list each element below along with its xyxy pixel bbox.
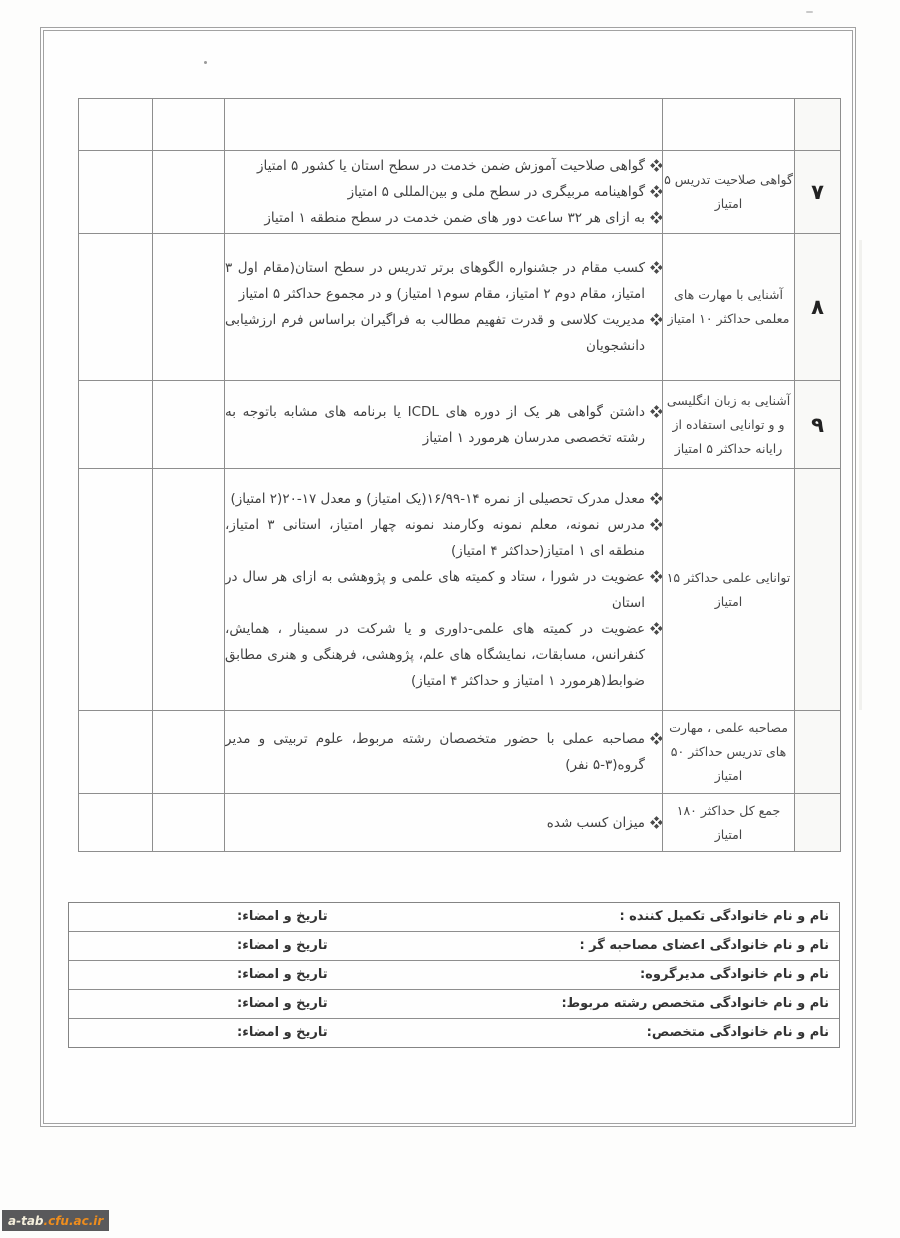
- scan-edge-shadow: [859, 240, 862, 710]
- watermark-suffix: .cfu.ac.ir: [43, 1213, 104, 1228]
- site-watermark: [2, 1210, 109, 1231]
- bullet-item: [225, 205, 662, 231]
- bullet-item: [225, 153, 662, 179]
- criterion-text: به ازای هر ۳۲ ساعت دور های ضمن خدمت در سطح منطقه ۱ امتیاز: [264, 210, 645, 226]
- criterion-text: مصاحبه عملی با حضور متخصصان رشته مربوط، علوم تربیتی و مدیر گروه(۳-۵ نفر): [225, 731, 645, 773]
- criterion-text: عضویت در شورا ، ستاد و کمیته های علمی و پژوهشی به ازای هر سال در استان: [225, 568, 645, 611]
- bullet-item: [225, 307, 662, 359]
- diamond-bullet-icon: [650, 732, 662, 745]
- date-signature-label: تاریخ و امضاء:: [237, 996, 328, 1011]
- category-cell: توانایی علمی حداکثر ۱۵ امتیاز: [663, 469, 795, 711]
- evaluation-criteria-table: [78, 98, 841, 852]
- signature-row-department-head: [69, 961, 839, 990]
- criteria-row-8: [79, 234, 841, 381]
- scan-speck: [806, 11, 813, 13]
- category-cell: مصاحبه علمی ، مهارت های تدریس حداکثر ۵۰ امتیاز: [663, 711, 795, 794]
- row-number-cell: ۷: [795, 151, 841, 234]
- empty-cell: [79, 469, 153, 711]
- empty-cell: [79, 794, 153, 852]
- bullet-item: [225, 810, 662, 836]
- date-signature-label: تاریخ و امضاء:: [237, 909, 328, 924]
- row-number-cell: [795, 99, 841, 151]
- category-cell: جمع کل حداکثر ۱۸۰ امتیاز: [663, 794, 795, 852]
- criterion-text: داشتن گواهی هر یک از دوره های ICDL یا برنامه های مشابه باتوجه به رشته تخصصی مدرسان هرمورد ۱ امتیاز: [225, 403, 645, 446]
- bullet-item: [225, 179, 662, 205]
- signature-name-label: نام و نام خانوادگی متخصص رشته مربوط:: [561, 996, 829, 1011]
- empty-cell: [153, 381, 225, 469]
- bullet-item: [225, 726, 662, 778]
- signature-row-specialist: [69, 1019, 839, 1047]
- category-cell: آشنایی به زبان انگلیسی و و توانایی استفاده از رایانه حداکثر ۵ امتیاز: [663, 381, 795, 469]
- criteria-row-9: [79, 381, 841, 469]
- diamond-bullet-icon: [650, 816, 662, 829]
- criteria-cell: [225, 99, 663, 151]
- empty-cell: [153, 711, 225, 794]
- signature-table: [68, 902, 840, 1048]
- bullet-item: [225, 616, 662, 694]
- signature-row-completer: [69, 903, 839, 932]
- signature-name-label: نام و نام خانوادگی تکمیل کننده :: [619, 909, 829, 924]
- criteria-cell: [225, 151, 663, 234]
- empty-cell: [79, 711, 153, 794]
- diamond-bullet-icon: [650, 405, 662, 418]
- signature-name-label: نام و نام خانوادگی مدیرگروه:: [639, 967, 829, 982]
- criteria-cell: [225, 711, 663, 794]
- diamond-bullet-icon: [650, 211, 662, 224]
- criteria-row-interview: [79, 711, 841, 794]
- empty-cell: [153, 234, 225, 381]
- empty-cell: [79, 381, 153, 469]
- diamond-bullet-icon: [650, 492, 662, 505]
- criterion-text: عضویت در کمیته های علمی-داوری و یا شرکت در سمینار ، همایش، کنفرانس، مسابقات، نمایشگاه های علم، پژوهشی، فرهنگی و هنری مطابق ضوابط(هرمورد ۱ امتیاز و حداکثر ۴ امتیاز): [225, 620, 645, 689]
- criterion-text: گواهی صلاحیت آموزش ضمن خدمت در سطح استان یا کشور ۵ امتیاز: [256, 158, 645, 174]
- criterion-text: گواهینامه مربیگری در سطح ملی و بین‌المللی ۵ امتیاز: [347, 184, 645, 200]
- empty-cell: [79, 151, 153, 234]
- signature-name-label: نام و نام خانوادگی اعضای مصاحبه گر :: [579, 938, 829, 953]
- empty-cell: [153, 151, 225, 234]
- row-number-cell: [795, 469, 841, 711]
- criterion-text: کسب مقام در جشنواره الگوهای برتر تدریس در سطح استان(مقام اول ۳ امتیاز، مقام دوم ۲ امتیاز، مقام سوم۱ امتیاز) و در مجموع حداکثر ۵ امتیاز: [225, 260, 645, 302]
- criteria-row-7: [79, 151, 841, 234]
- category-cell: گواهی صلاحیت تدریس ۵ امتیاز: [663, 151, 795, 234]
- empty-cell: [153, 469, 225, 711]
- bullet-item: [225, 512, 662, 564]
- empty-cell: [153, 794, 225, 852]
- criteria-row-total: [79, 794, 841, 852]
- criterion-text: مدیریت کلاسی و قدرت تفهیم مطالب به فراگیران براساس فرم ارزشیابی دانشجویان: [225, 312, 645, 354]
- watermark-prefix: a-tab: [8, 1213, 44, 1228]
- signature-name-label: نام و نام خانوادگی متخصص:: [646, 1025, 829, 1040]
- criteria-cell: [225, 234, 663, 381]
- bullet-item: [225, 399, 662, 451]
- date-signature-label: تاریخ و امضاء:: [237, 938, 328, 953]
- row-number-cell: ۹: [795, 381, 841, 469]
- diamond-bullet-icon: [650, 159, 662, 172]
- criteria-cell: [225, 469, 663, 711]
- diamond-bullet-icon: [650, 313, 662, 326]
- criteria-row-empty: [79, 99, 841, 151]
- bullet-item: [225, 255, 662, 307]
- bullet-item: [225, 486, 662, 512]
- criterion-text: معدل مدرک تحصیلی از نمره ۱۴-۱۶/۹۹(یک امتیاز) و معدل ۱۷-۲۰(۲ امتیاز): [230, 490, 645, 507]
- bullet-item: [225, 564, 662, 616]
- signature-row-interviewers: [69, 932, 839, 961]
- diamond-bullet-icon: [650, 518, 662, 531]
- diamond-bullet-icon: [650, 185, 662, 198]
- scan-speck: [204, 61, 207, 64]
- diamond-bullet-icon: [650, 261, 662, 274]
- empty-cell: [79, 234, 153, 381]
- criteria-row-scientific-ability: [79, 469, 841, 711]
- row-number-cell: [795, 794, 841, 852]
- signature-row-field-specialist: [69, 990, 839, 1019]
- row-number-cell: ۸: [795, 234, 841, 381]
- empty-cell: [153, 99, 225, 151]
- diamond-bullet-icon: [650, 570, 662, 583]
- date-signature-label: تاریخ و امضاء:: [237, 967, 328, 982]
- empty-cell: [79, 99, 153, 151]
- row-number-cell: [795, 711, 841, 794]
- criterion-text: میزان کسب شده: [546, 814, 645, 831]
- category-cell: آشنایی با مهارت های معلمی حداکثر ۱۰ امتیاز: [663, 234, 795, 381]
- date-signature-label: تاریخ و امضاء:: [237, 1025, 328, 1040]
- diamond-bullet-icon: [650, 622, 662, 635]
- criteria-cell: [225, 794, 663, 852]
- category-cell: [663, 99, 795, 151]
- criterion-text: مدرس نمونه، معلم نمونه وکارمند نمونه چهار امتیاز، استانی ۳ امتیاز، منطقه ای ۱ امتیاز(حداکثر ۴ امتیاز): [225, 516, 645, 559]
- criteria-cell: [225, 381, 663, 469]
